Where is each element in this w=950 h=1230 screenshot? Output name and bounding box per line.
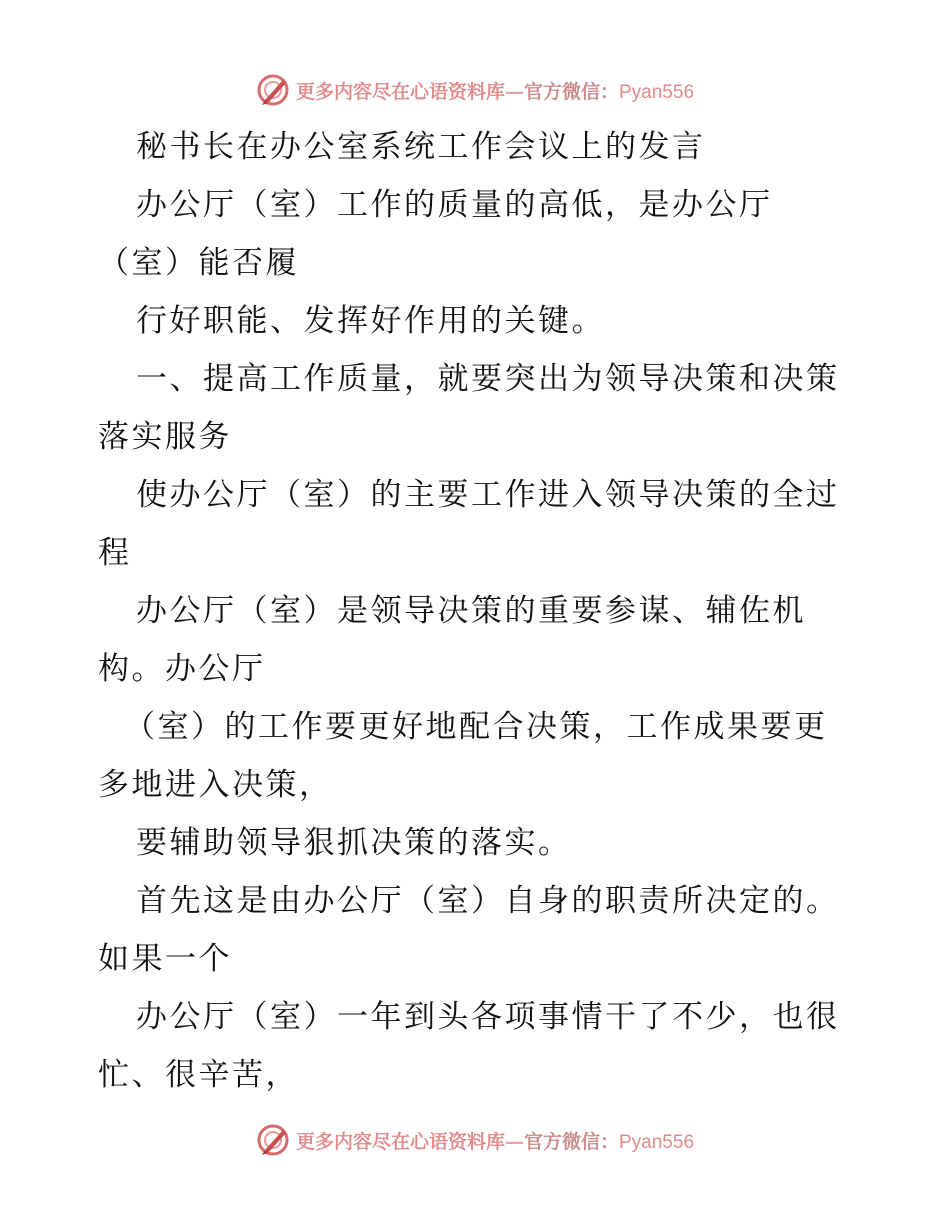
paragraph-line: 行好职能、发挥好作用的关键。: [136, 303, 605, 339]
paragraph-line: （室）的工作要更好地配合决策，工作成果要更: [124, 709, 828, 745]
paragraph-line: 首先这是由办公厅（室）自身的职责所决定的。: [136, 883, 840, 919]
pen-logo-icon: [256, 1123, 290, 1157]
paragraph-line: 要辅助领导狠抓决策的落实。: [136, 825, 572, 861]
watermark-dash: —: [504, 1130, 524, 1153]
paragraph-line: 使办公厅（室）的主要工作进入领导决策的全过: [136, 477, 840, 513]
header-watermark: [0, 70, 950, 110]
footer-watermark: [0, 1120, 950, 1160]
section-heading-continued: 落实服务: [98, 419, 232, 455]
paragraph-line: 办公厅（室）一年到头各项事情干了不少，也很: [136, 999, 840, 1035]
paragraph-line: 多地进入决策，: [98, 767, 333, 803]
watermark-wechat-label: 官方微信：: [523, 1130, 619, 1153]
paragraph-line: 办公厅（室）工作的质量的高低，是办公厅: [136, 187, 773, 223]
document-title: 秘书长在办公室系统工作会议上的发言: [136, 129, 706, 165]
watermark-wechat-id: Pyan556: [619, 81, 695, 103]
watermark-brand: 更多内容尽在心语资料库: [295, 1130, 505, 1153]
paragraph-line: 忙、很辛苦，: [98, 1057, 299, 1093]
pen-logo-icon: [256, 73, 290, 107]
paragraph-line: 如果一个: [98, 941, 232, 977]
watermark-wechat-label: 官方微信：: [523, 80, 619, 103]
document-body: [98, 118, 858, 1104]
paragraph-line: 办公厅（室）是领导决策的重要参谋、辅佐机: [136, 593, 806, 629]
watermark-brand: 更多内容尽在心语资料库: [295, 80, 505, 103]
paragraph-line: 程: [98, 535, 132, 571]
paragraph-line: （室）能否履: [98, 245, 299, 281]
watermark-dash: —: [504, 80, 524, 103]
section-heading: 一、提高工作质量，就要突出为领导决策和决策: [136, 361, 840, 397]
watermark-wechat-id: Pyan556: [619, 1131, 695, 1153]
paragraph-line: 构。办公厅: [98, 651, 266, 687]
